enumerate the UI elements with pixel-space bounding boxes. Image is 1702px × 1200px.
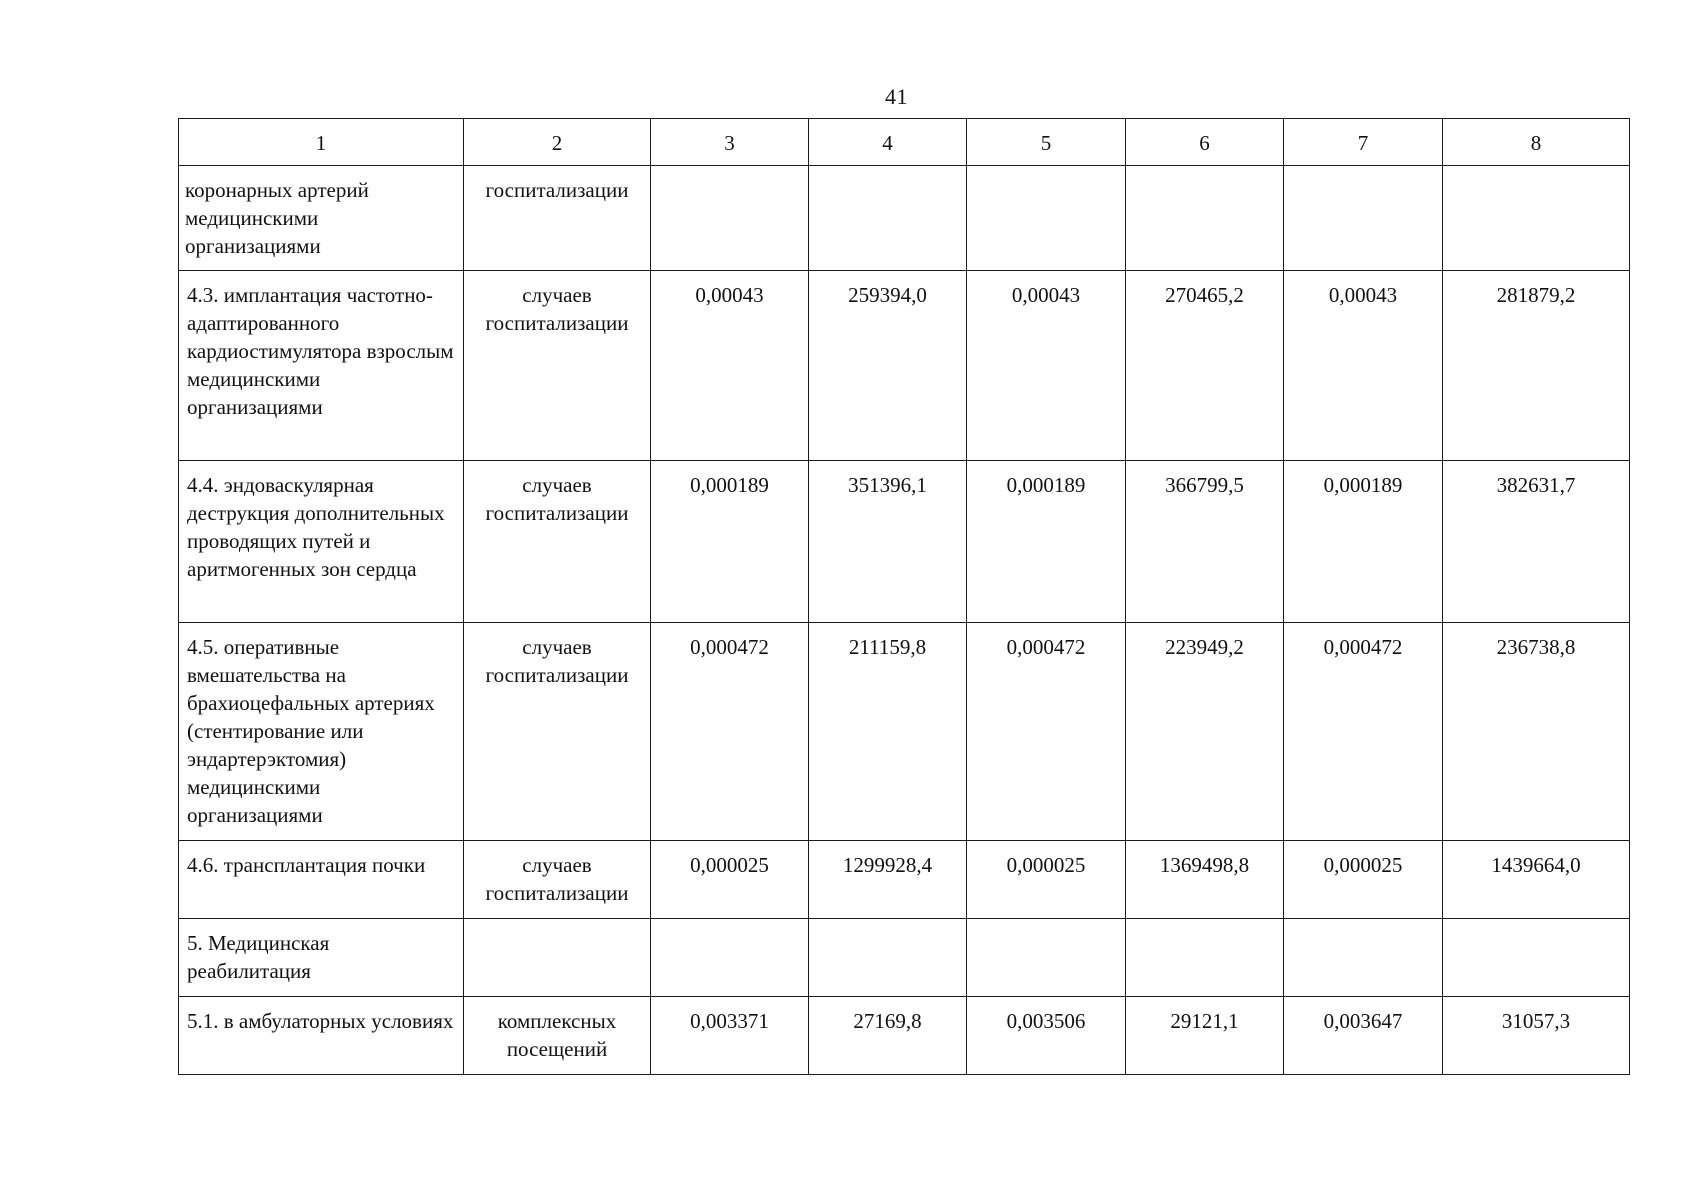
column-header: 7	[1284, 119, 1443, 166]
table-row	[179, 271, 1630, 461]
row-name-cell: 5.1. в амбулаторных условиях	[179, 997, 464, 1075]
row-unit-cell: комплексных посещений	[464, 997, 651, 1075]
row-unit-cell: случаев госпитализации	[464, 461, 651, 623]
value-cell: 211159,8	[809, 623, 967, 841]
value-cell: 29121,1	[1126, 997, 1284, 1075]
value-cell	[967, 166, 1126, 271]
value-cell	[651, 919, 809, 997]
row-unit-cell: случаев госпитализации	[464, 841, 651, 919]
row-name-cell: 4.5. оперативные вмешательства на брахиоцефальных артериях (стентирование или эндартерэктомия) медицинскими организациями	[179, 623, 464, 841]
value-cell	[1126, 919, 1284, 997]
data-table	[178, 118, 1630, 1075]
table-row	[179, 919, 1630, 997]
table-row	[179, 166, 1630, 271]
row-name-cell: 4.4. эндоваскулярная деструкция дополнительных проводящих путей и аритмогенных зон сердца	[179, 461, 464, 623]
value-cell: 0,000472	[967, 623, 1126, 841]
table-row	[179, 997, 1630, 1075]
row-name-cell: коронарных артерий медицинскими организациями	[179, 166, 464, 271]
value-cell: 0,00043	[1284, 271, 1443, 461]
column-header: 2	[464, 119, 651, 166]
column-header: 3	[651, 119, 809, 166]
value-cell	[1284, 919, 1443, 997]
value-cell: 0,00043	[967, 271, 1126, 461]
value-cell: 1299928,4	[809, 841, 967, 919]
value-cell	[967, 919, 1126, 997]
column-header: 5	[967, 119, 1126, 166]
value-cell: 0,000025	[1284, 841, 1443, 919]
column-header: 8	[1443, 119, 1630, 166]
value-cell	[1443, 919, 1630, 997]
value-cell: 0,003506	[967, 997, 1126, 1075]
value-cell: 223949,2	[1126, 623, 1284, 841]
column-header: 1	[179, 119, 464, 166]
value-cell	[1443, 166, 1630, 271]
value-cell: 0,000189	[1284, 461, 1443, 623]
value-cell: 351396,1	[809, 461, 967, 623]
value-cell: 0,003371	[651, 997, 809, 1075]
row-name-cell: 4.6. трансплантация почки	[179, 841, 464, 919]
value-cell	[1284, 166, 1443, 271]
row-name-cell: 5. Медицинская реабилитация	[179, 919, 464, 997]
value-cell: 281879,2	[1443, 271, 1630, 461]
value-cell: 382631,7	[1443, 461, 1630, 623]
value-cell: 1369498,8	[1126, 841, 1284, 919]
value-cell: 0,003647	[1284, 997, 1443, 1075]
value-cell	[809, 166, 967, 271]
value-cell: 0,000189	[967, 461, 1126, 623]
value-cell: 0,000025	[651, 841, 809, 919]
value-cell: 270465,2	[1126, 271, 1284, 461]
table-row	[179, 623, 1630, 841]
value-cell: 236738,8	[1443, 623, 1630, 841]
value-cell: 31057,3	[1443, 997, 1630, 1075]
value-cell: 259394,0	[809, 271, 967, 461]
column-header: 6	[1126, 119, 1284, 166]
column-header: 4	[809, 119, 967, 166]
value-cell: 1439664,0	[1443, 841, 1630, 919]
value-cell: 366799,5	[1126, 461, 1284, 623]
value-cell: 0,000025	[967, 841, 1126, 919]
value-cell: 0,00043	[651, 271, 809, 461]
page-number: 41	[885, 84, 908, 109]
value-cell	[651, 166, 809, 271]
value-cell	[1126, 166, 1284, 271]
header-row	[179, 119, 1630, 166]
value-cell: 0,000472	[1284, 623, 1443, 841]
value-cell	[809, 919, 967, 997]
value-cell: 27169,8	[809, 997, 967, 1075]
row-unit-cell: госпитализации	[464, 166, 651, 271]
row-unit-cell: случаев госпитализации	[464, 271, 651, 461]
table-row	[179, 461, 1630, 623]
value-cell: 0,000189	[651, 461, 809, 623]
row-unit-cell: случаев госпитализации	[464, 623, 651, 841]
value-cell: 0,000472	[651, 623, 809, 841]
row-unit-cell	[464, 919, 651, 997]
row-name-cell: 4.3. имплантация частотно-адаптированного кардиостимулятора взрослым медицинскими организациями	[179, 271, 464, 461]
table-row	[179, 841, 1630, 919]
